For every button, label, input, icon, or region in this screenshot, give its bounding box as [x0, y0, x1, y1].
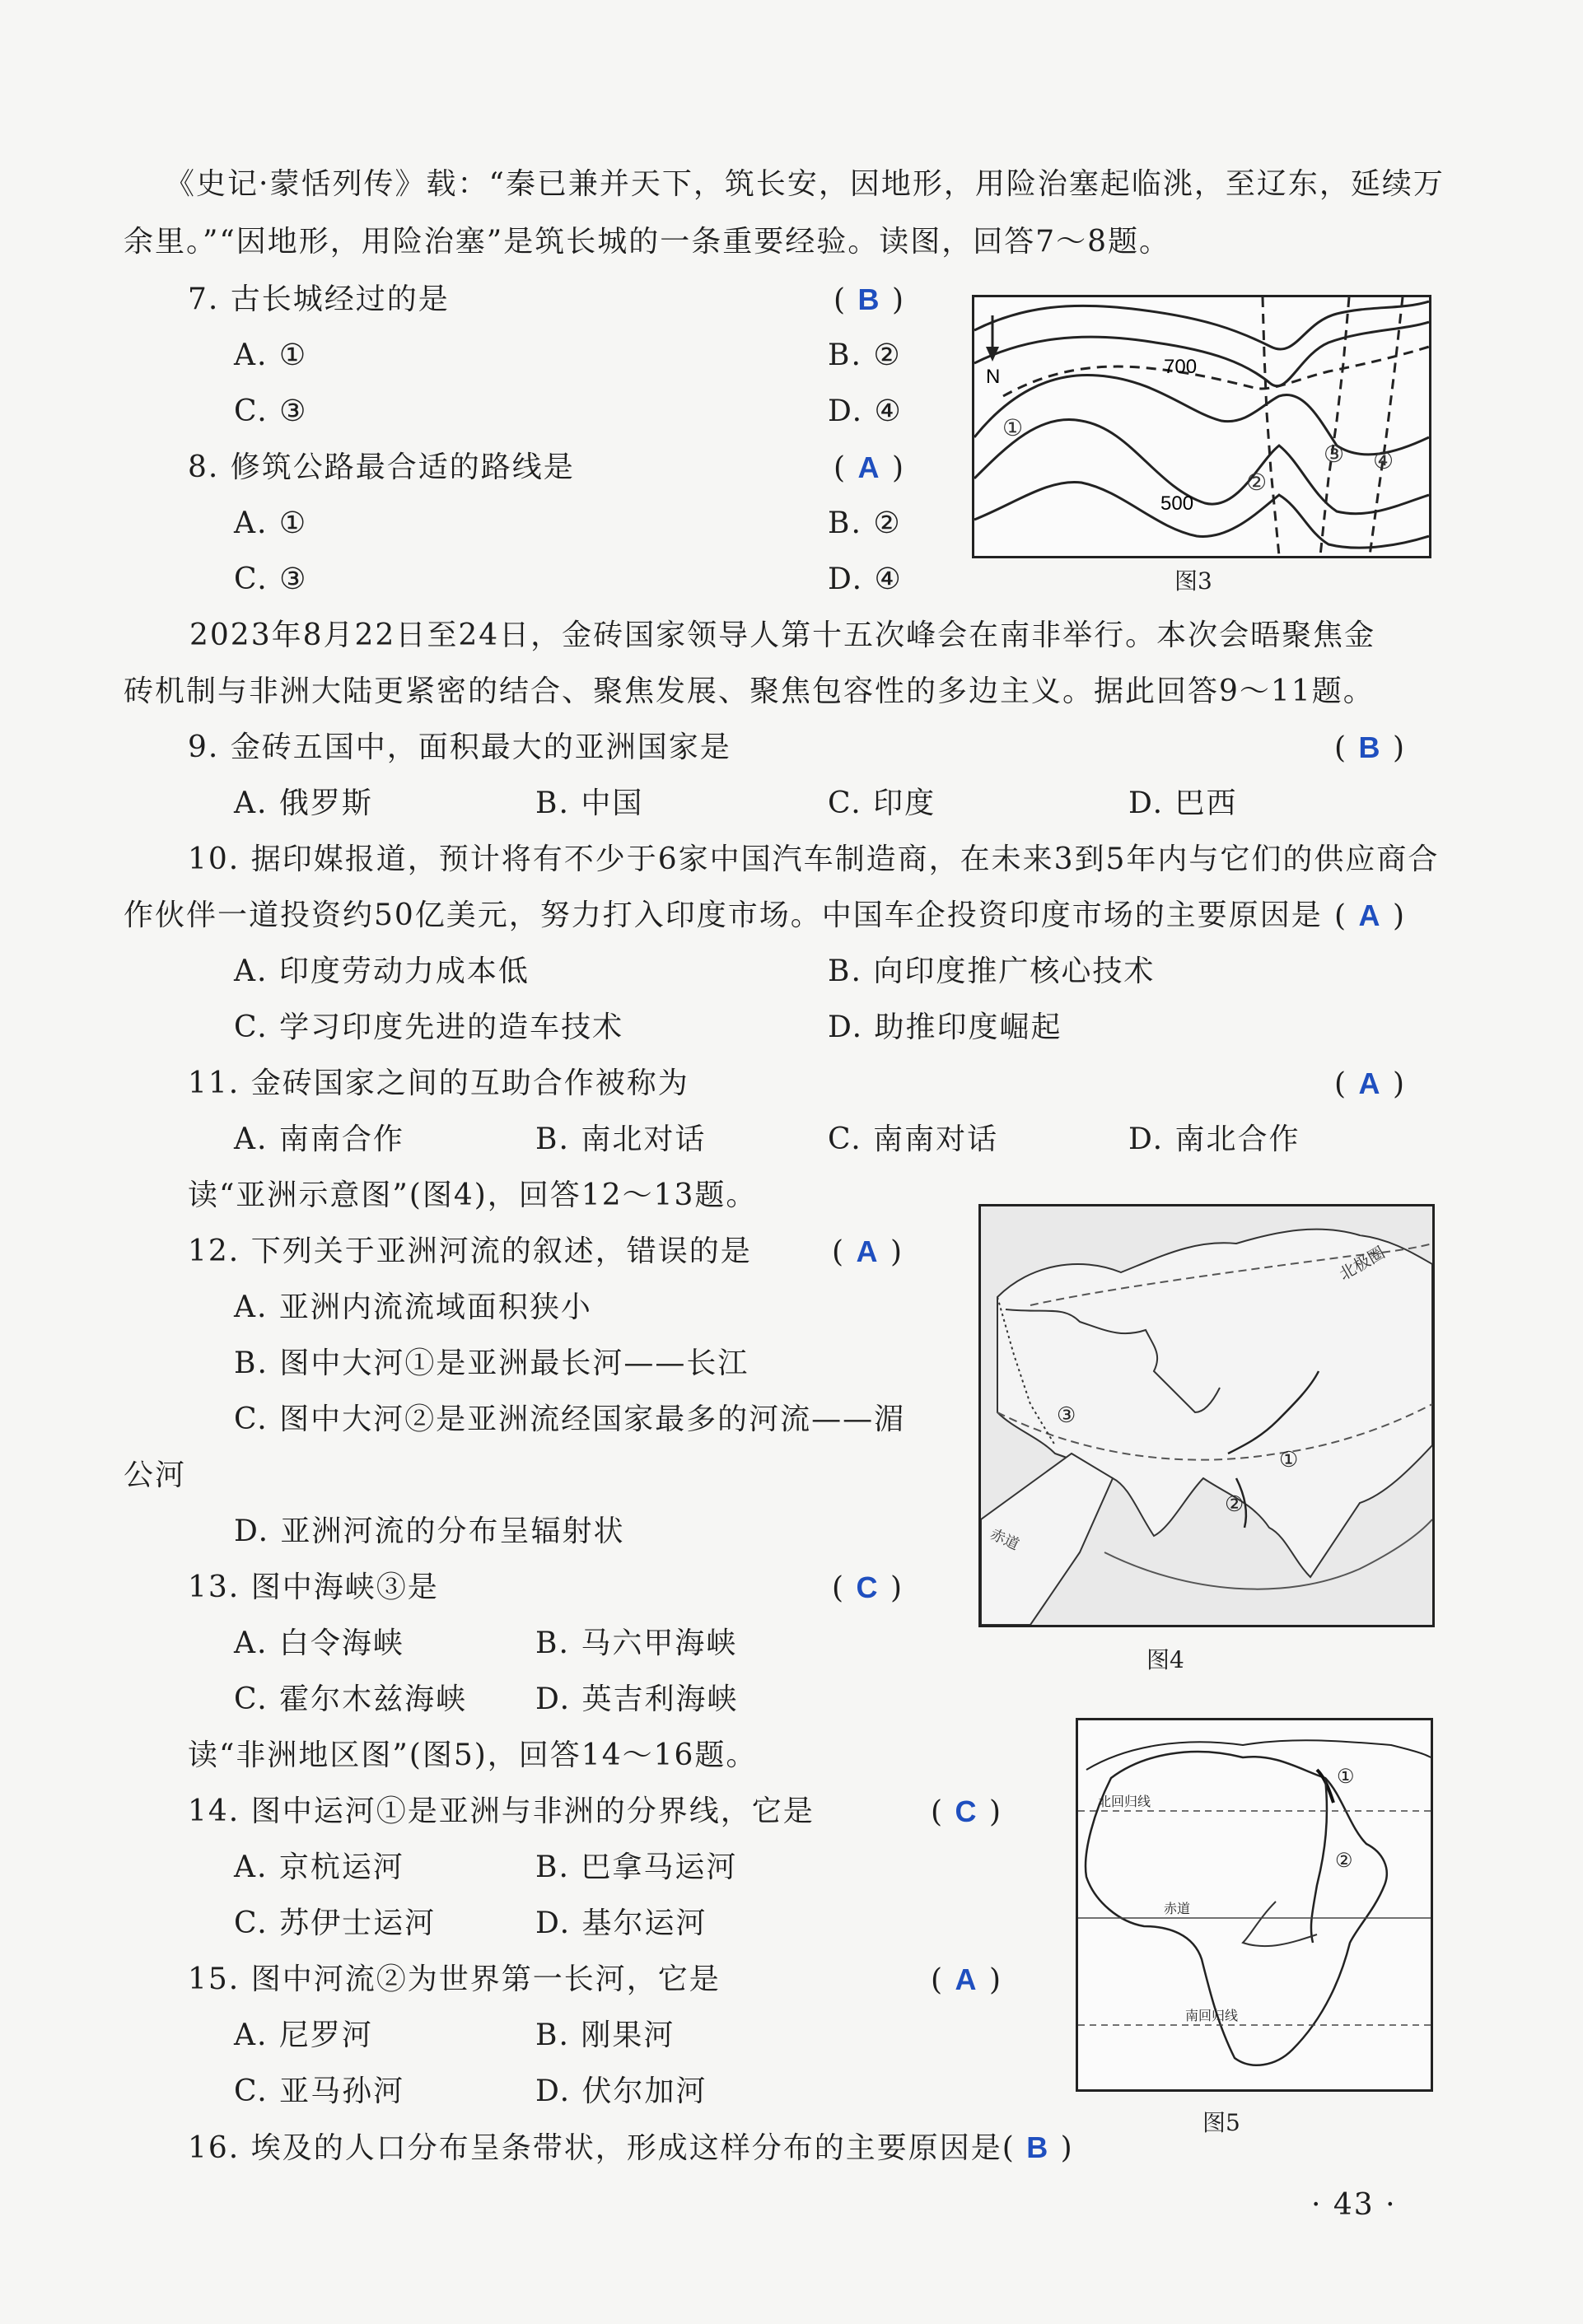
q13-option-d[interactable]: D. 英吉利海峡 — [535, 1682, 739, 1716]
question-12-answer-slot: ( A ) — [832, 1234, 904, 1269]
question-9-answer: B — [1358, 730, 1382, 764]
contour-label-500: 500 — [1160, 492, 1194, 515]
question-10-answer: A — [1358, 898, 1382, 932]
q14-option-a[interactable]: A. 京杭运河 — [234, 1850, 404, 1884]
q10-option-d[interactable]: D. 助推印度崛起 — [828, 1010, 1062, 1044]
q13-option-c[interactable]: C. 霍尔木兹海峡 — [234, 1682, 468, 1716]
question-11-answer: A — [1358, 1066, 1382, 1100]
figure-3-contour-map — [972, 295, 1431, 558]
asia-map-svg — [981, 1206, 1432, 1625]
question-8-answer: A — [857, 450, 881, 484]
q12-option-a[interactable]: A. 亚洲内流流域面积狭小 — [234, 1290, 592, 1324]
q12-option-d[interactable]: D. 亚洲河流的分布呈辐射状 — [234, 1514, 625, 1548]
africa-map-svg — [1078, 1720, 1431, 2089]
question-16-answer: B — [1026, 2130, 1050, 2164]
q11-option-d[interactable]: D. 南北合作 — [1128, 1122, 1300, 1156]
q8-option-d[interactable]: D. ④ — [828, 562, 903, 596]
q9-option-d[interactable]: D. 巴西 — [1128, 786, 1238, 820]
question-15-answer-slot: ( A ) — [931, 1962, 1002, 1997]
route-label-2: ② — [1246, 469, 1268, 495]
figure-5-africa-map — [1076, 1718, 1433, 2092]
question-12-stem: 12. 下列关于亚洲河流的叙述，错误的是 — [188, 1234, 752, 1268]
contour-label-700: 700 — [1164, 356, 1198, 378]
intro-14-16: 读“非洲地区图”(图5)，回答14～16题。 — [188, 1738, 758, 1772]
question-7-stem: 7. 古长城经过的是 — [188, 282, 450, 316]
figure-5-caption: 图5 — [1202, 2109, 1240, 2136]
question-11-answer-slot: ( A ) — [1334, 1066, 1406, 1101]
asia-river-1-label: ① — [1279, 1447, 1299, 1472]
asia-river-2-label: ② — [1225, 1491, 1244, 1516]
intro-12-13: 读“亚洲示意图”(图4)，回答12～13题。 — [188, 1178, 758, 1212]
q8-option-c[interactable]: C. ③ — [234, 562, 308, 596]
north-label: N — [986, 366, 1001, 388]
figure-3-caption: 图3 — [1174, 567, 1212, 595]
question-10-line2: 作伙伴一道投资约50亿美元，努力打入印度市场。中国车企投资印度市场的主要原因是 — [124, 898, 1323, 932]
question-15-stem: 15. 图中河流②为世界第一长河，它是 — [188, 1962, 721, 1996]
tropic-capricorn-label: 南回归线 — [1185, 2009, 1239, 2023]
question-12-answer: A — [856, 1234, 880, 1268]
q10-option-b[interactable]: B. 向印度推广核心技术 — [828, 954, 1156, 988]
figure-4-caption: 图4 — [1146, 1646, 1184, 1673]
question-9-stem: 9. 金砖五国中，面积最大的亚洲国家是 — [188, 730, 731, 764]
question-16-text: 16. 埃及的人口分布呈条带状，形成这样分布的主要原因是 — [188, 2131, 1002, 2165]
question-10-answer-slot: ( A ) — [1334, 898, 1406, 933]
q11-option-a[interactable]: A. 南南合作 — [234, 1122, 404, 1156]
q9-option-c[interactable]: C. 印度 — [828, 786, 936, 820]
q7-option-d[interactable]: D. ④ — [828, 394, 903, 428]
q10-option-a[interactable]: A. 印度劳动力成本低 — [234, 954, 530, 988]
africa-canal-1-label: ① — [1337, 1766, 1355, 1788]
equator-label-asia: 赤道 — [988, 1525, 1022, 1553]
question-13-stem: 13. 图中海峡③是 — [188, 1570, 439, 1604]
q11-option-b[interactable]: B. 南北对话 — [535, 1122, 707, 1156]
arctic-circle-label: 北极圈 — [1336, 1244, 1389, 1285]
question-7-answer-slot: ( B ) — [834, 282, 905, 317]
intro-9-11-line2: 砖机制与非洲大陆更紧密的结合、聚焦发展、聚焦包容性的多边主义。据此回答9～11题。 — [124, 674, 1375, 708]
africa-river-2-label: ② — [1335, 1850, 1353, 1872]
q10-option-c[interactable]: C. 学习印度先进的造车技术 — [234, 1010, 624, 1044]
q8-option-a[interactable]: A. ① — [234, 506, 308, 540]
q7-option-b[interactable]: B. ② — [828, 338, 902, 372]
question-10-line1: 10. 据印媒报道，预计将有不少于6家中国汽车制造商，在未来3到5年内与它们的供应商合 — [188, 842, 1440, 876]
question-13-answer-slot: ( C ) — [832, 1570, 904, 1605]
question-14-stem: 14. 图中运河①是亚洲与非洲的分界线，它是 — [188, 1794, 815, 1828]
question-13-answer: C — [856, 1570, 880, 1604]
q8-option-b[interactable]: B. ② — [828, 506, 902, 540]
intro-7-8-line1: 《史记·蒙恬列传》载：“秦已兼并天下，筑长安，因地形，用险治塞起临洮，至辽东，延续万 — [165, 167, 1445, 201]
q9-option-b[interactable]: B. 中国 — [535, 786, 644, 820]
asia-strait-3-label: ③ — [1057, 1402, 1076, 1427]
route-label-1: ① — [1002, 415, 1024, 441]
q12-option-b[interactable]: B. 图中大河①是亚洲最长河——长江 — [234, 1346, 749, 1380]
question-7-answer: B — [857, 282, 881, 316]
q11-option-c[interactable]: C. 南南对话 — [828, 1122, 999, 1156]
q15-option-b[interactable]: B. 刚果河 — [535, 2018, 675, 2052]
q9-option-a[interactable]: A. 俄罗斯 — [234, 786, 373, 820]
question-11-stem: 11. 金砖国家之间的互助合作被称为 — [188, 1066, 689, 1100]
page-number: · 43 · — [1311, 2188, 1397, 2222]
q12-option-c-line1[interactable]: C. 图中大河②是亚洲流经国家最多的河流——湄 — [234, 1402, 906, 1436]
q14-option-d[interactable]: D. 基尔运河 — [535, 1906, 707, 1940]
q12-option-c-line2[interactable]: 公河 — [124, 1458, 187, 1492]
question-8-stem: 8. 修筑公路最合适的路线是 — [188, 450, 575, 484]
intro-7-8-line2: 余里。”“因地形，用险治塞”是筑长城的一条重要经验。读图，回答7～8题。 — [124, 225, 1171, 259]
route-label-4: ④ — [1373, 448, 1394, 474]
intro-9-11-line1: 2023年8月22日至24日，金砖国家领导人第十五次峰会在南非举行。本次会晤聚焦金 — [189, 618, 1376, 652]
q13-option-a[interactable]: A. 白令海峡 — [234, 1626, 404, 1660]
route-label-3: ③ — [1324, 441, 1345, 467]
contour-svg — [974, 297, 1429, 556]
question-8-answer-slot: ( A ) — [834, 450, 905, 485]
q7-option-a[interactable]: A. ① — [234, 338, 308, 372]
equator-label-africa: 赤道 — [1164, 1902, 1191, 1916]
q15-option-d[interactable]: D. 伏尔加河 — [535, 2074, 707, 2108]
q15-option-a[interactable]: A. 尼罗河 — [234, 2018, 373, 2052]
q13-option-b[interactable]: B. 马六甲海峡 — [535, 1626, 738, 1660]
q7-option-c[interactable]: C. ③ — [234, 394, 308, 428]
question-14-answer: C — [955, 1794, 978, 1828]
question-9-answer-slot: ( B ) — [1334, 730, 1406, 765]
tropic-cancer-label: 北回归线 — [1098, 1795, 1151, 1809]
figure-4-asia-map — [978, 1204, 1435, 1627]
q15-option-c[interactable]: C. 亚马孙河 — [234, 2074, 405, 2108]
question-16-stem: 16. 埃及的人口分布呈条带状，形成这样分布的主要原因是( B ) — [188, 2130, 1074, 2165]
q14-option-c[interactable]: C. 苏伊士运河 — [234, 1906, 437, 1940]
q14-option-b[interactable]: B. 巴拿马运河 — [535, 1850, 738, 1884]
question-14-answer-slot: ( C ) — [931, 1794, 1002, 1829]
question-15-answer: A — [955, 1962, 978, 1996]
